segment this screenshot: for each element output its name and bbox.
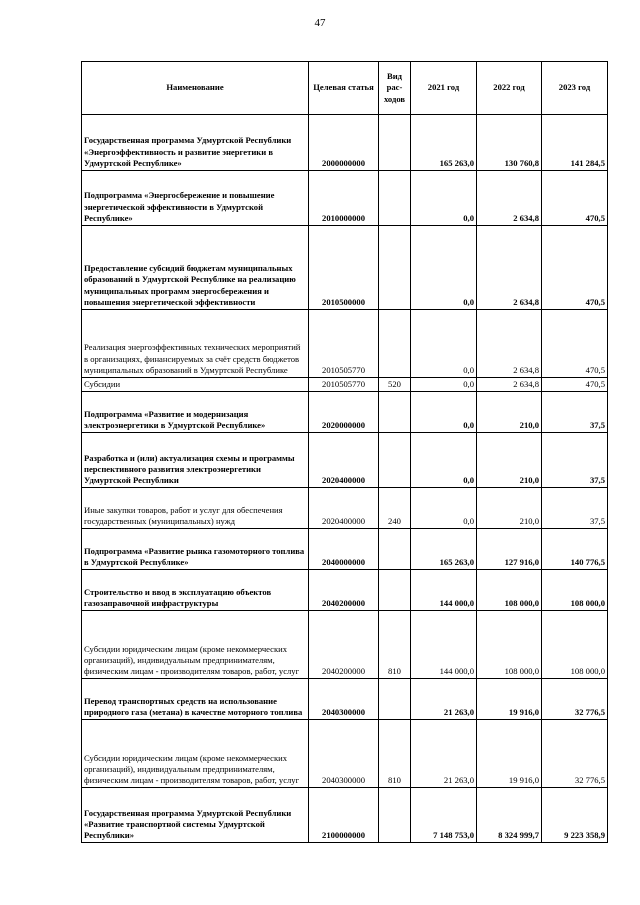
table-row bbox=[82, 529, 608, 570]
row-value-2021: 21 263,0 bbox=[411, 720, 477, 788]
row-value-2023: 37,5 bbox=[542, 392, 608, 433]
table-row bbox=[82, 433, 608, 488]
row-value-2021: 0,0 bbox=[411, 378, 477, 392]
row-kind bbox=[379, 679, 411, 720]
row-value-2022: 210,0 bbox=[477, 433, 542, 488]
row-value-2022: 127 916,0 bbox=[477, 529, 542, 570]
row-value-2023: 37,5 bbox=[542, 433, 608, 488]
row-value-2023: 470,5 bbox=[542, 171, 608, 226]
row-value-2023: 32 776,5 bbox=[542, 720, 608, 788]
table-header-row bbox=[82, 62, 608, 115]
row-value-2021: 21 263,0 bbox=[411, 679, 477, 720]
row-code: 2040200000 bbox=[309, 611, 379, 679]
row-code: 2040300000 bbox=[309, 720, 379, 788]
row-value-2022: 108 000,0 bbox=[477, 570, 542, 611]
table-row bbox=[82, 788, 608, 843]
row-value-2022: 19 916,0 bbox=[477, 679, 542, 720]
row-value-2022: 130 760,8 bbox=[477, 115, 542, 171]
row-name: Предоставление субсидий бюджетам муниципальных образований в Удмуртской Республике на реализацию муниципальных программ энергосбережения и повышения энергетической эффективности bbox=[82, 226, 309, 310]
row-code: 2040300000 bbox=[309, 679, 379, 720]
row-value-2023: 140 776,5 bbox=[542, 529, 608, 570]
header-2022: 2022 год bbox=[477, 62, 542, 115]
table-row bbox=[82, 720, 608, 788]
row-kind bbox=[379, 310, 411, 378]
header-target-article: Целевая статья bbox=[309, 62, 379, 115]
row-value-2023: 108 000,0 bbox=[542, 570, 608, 611]
table-row bbox=[82, 310, 608, 378]
row-value-2023: 37,5 bbox=[542, 488, 608, 529]
row-name: Перевод транспортных средств на использование природного газа (метана) в качестве моторного топлива bbox=[82, 679, 309, 720]
row-kind bbox=[379, 788, 411, 843]
row-name: Реализация энергоэффективных технических мероприятий в организациях, финансируемых за счёт средств бюджетов муниципальных образований в Удмуртской Республике bbox=[82, 310, 309, 378]
row-value-2023: 470,5 bbox=[542, 310, 608, 378]
row-value-2021: 7 148 753,0 bbox=[411, 788, 477, 843]
row-kind bbox=[379, 226, 411, 310]
row-name: Разработка и (или) актуализация схемы и программы перспективного развития электроэнергетики Удмуртской Республики bbox=[82, 433, 309, 488]
row-value-2022: 2 634,8 bbox=[477, 171, 542, 226]
row-kind: 520 bbox=[379, 378, 411, 392]
row-kind bbox=[379, 433, 411, 488]
row-value-2021: 144 000,0 bbox=[411, 570, 477, 611]
row-name: Субсидии юридическим лицам (кроме некоммерческих организаций), индивидуальным предпринимателям, физическим лицам - производителям товаров, работ, услуг bbox=[82, 611, 309, 679]
row-kind: 810 bbox=[379, 611, 411, 679]
row-code: 2100000000 bbox=[309, 788, 379, 843]
table-row bbox=[82, 679, 608, 720]
row-kind bbox=[379, 570, 411, 611]
row-code: 2040000000 bbox=[309, 529, 379, 570]
row-kind bbox=[379, 115, 411, 171]
row-value-2021: 144 000,0 bbox=[411, 611, 477, 679]
row-code: 2020400000 bbox=[309, 488, 379, 529]
row-code: 2000000000 bbox=[309, 115, 379, 171]
row-name: Субсидии юридическим лицам (кроме некоммерческих организаций), индивидуальным предпринимателям, физическим лицам - производителям товаров, работ, услуг bbox=[82, 720, 309, 788]
table-row bbox=[82, 378, 608, 392]
row-value-2023: 9 223 358,9 bbox=[542, 788, 608, 843]
row-name: Подпрограмма «Развитие и модернизация электроэнергетики в Удмуртской Республике» bbox=[82, 392, 309, 433]
table-row bbox=[82, 115, 608, 171]
header-2021: 2021 год bbox=[411, 62, 477, 115]
row-kind bbox=[379, 392, 411, 433]
row-value-2023: 470,5 bbox=[542, 378, 608, 392]
page-number: 47 bbox=[314, 17, 326, 29]
row-code: 2020000000 bbox=[309, 392, 379, 433]
row-value-2022: 2 634,8 bbox=[477, 378, 542, 392]
row-code: 2010000000 bbox=[309, 171, 379, 226]
row-value-2021: 0,0 bbox=[411, 433, 477, 488]
row-name: Субсидии bbox=[82, 378, 309, 392]
row-value-2022: 2 634,8 bbox=[477, 310, 542, 378]
row-name: Подпрограмма «Энергосбережение и повышение энергетической эффективности в Удмуртской Республике» bbox=[82, 171, 309, 226]
row-kind: 240 bbox=[379, 488, 411, 529]
row-value-2021: 0,0 bbox=[411, 488, 477, 529]
row-value-2021: 165 263,0 bbox=[411, 115, 477, 171]
row-value-2021: 0,0 bbox=[411, 171, 477, 226]
header-name: Наименование bbox=[82, 62, 309, 115]
row-name: Государственная программа Удмуртской Республики «Энергоэффективность и развитие энергетики в Удмуртской Республике» bbox=[82, 115, 309, 171]
row-value-2021: 0,0 bbox=[411, 226, 477, 310]
row-value-2022: 108 000,0 bbox=[477, 611, 542, 679]
row-kind: 810 bbox=[379, 720, 411, 788]
table-row bbox=[82, 226, 608, 310]
table-row bbox=[82, 488, 608, 529]
row-name: Иные закупки товаров, работ и услуг для обеспечения государственных (муниципальных) нужд bbox=[82, 488, 309, 529]
header-expense-type: Вид рас-ходов bbox=[379, 62, 411, 115]
row-value-2022: 19 916,0 bbox=[477, 720, 542, 788]
row-kind bbox=[379, 529, 411, 570]
row-value-2023: 32 776,5 bbox=[542, 679, 608, 720]
row-value-2023: 141 284,5 bbox=[542, 115, 608, 171]
row-code: 2010505770 bbox=[309, 310, 379, 378]
row-value-2022: 210,0 bbox=[477, 392, 542, 433]
row-name: Подпрограмма «Развитие рынка газомоторного топлива в Удмуртской Республике» bbox=[82, 529, 309, 570]
row-value-2021: 0,0 bbox=[411, 310, 477, 378]
row-code: 2020400000 bbox=[309, 433, 379, 488]
row-value-2021: 165 263,0 bbox=[411, 529, 477, 570]
row-code: 2010505770 bbox=[309, 378, 379, 392]
header-2023: 2023 год bbox=[542, 62, 608, 115]
row-value-2022: 2 634,8 bbox=[477, 226, 542, 310]
row-kind bbox=[379, 171, 411, 226]
row-code: 2010500000 bbox=[309, 226, 379, 310]
table-row bbox=[82, 392, 608, 433]
row-value-2022: 8 324 999,7 bbox=[477, 788, 542, 843]
row-code: 2040200000 bbox=[309, 570, 379, 611]
row-value-2023: 470,5 bbox=[542, 226, 608, 310]
table-row bbox=[82, 611, 608, 679]
table-row bbox=[82, 570, 608, 611]
row-value-2023: 108 000,0 bbox=[542, 611, 608, 679]
row-name: Строительство и ввод в эксплуатацию объектов газозаправочной инфраструктуры bbox=[82, 570, 309, 611]
row-value-2022: 210,0 bbox=[477, 488, 542, 529]
table-row bbox=[82, 171, 608, 226]
budget-table bbox=[81, 61, 608, 843]
row-name: Государственная программа Удмуртской Республики «Развитие транспортной системы Удмуртской Республики» bbox=[82, 788, 309, 843]
row-value-2021: 0,0 bbox=[411, 392, 477, 433]
